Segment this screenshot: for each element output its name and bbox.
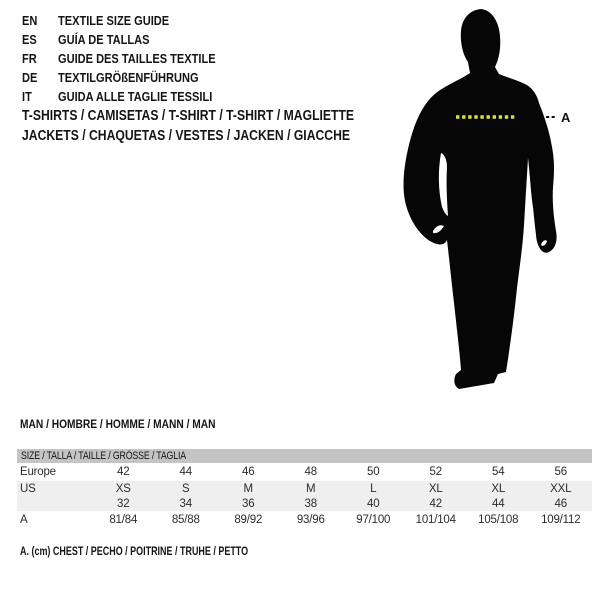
language-label: TEXTILGRÖßENFÜHRUNG [58, 70, 199, 85]
size-cell: 97/100 [356, 514, 391, 526]
footnote-chest: A. (cm) CHEST / PECHO / POITRINE / TRUHE / PETTO [20, 546, 249, 558]
size-cell: M [306, 482, 316, 495]
language-row-fr [22, 49, 243, 68]
size-cell: 46 [554, 497, 567, 510]
language-label: GUIDE DES TAILLES TEXTILE [58, 51, 216, 66]
man-silhouette [395, 5, 575, 405]
language-row-en [22, 11, 243, 30]
language-code: ES [22, 32, 37, 47]
man-silhouette-body [404, 9, 557, 389]
size-cell: S [182, 482, 190, 495]
language-code: FR [22, 51, 37, 66]
row-label: US [20, 482, 36, 495]
size-cell: 85/88 [171, 514, 200, 526]
size-cell: XXL [550, 482, 572, 495]
size-cell: 42 [117, 466, 130, 478]
row-label: A [20, 514, 28, 526]
table-row-us [17, 481, 592, 496]
size-cell: 34 [179, 497, 192, 510]
size-cell: 101/104 [415, 514, 456, 526]
size-cell: 32 [117, 497, 130, 510]
size-cell: 42 [429, 497, 442, 510]
section-title-man: MAN / HOMBRE / HOMME / MANN / MAN [20, 417, 216, 431]
size-cell: 36 [242, 497, 255, 510]
size-table-header: SIZE / TALLA / TAILLE / GRÖSSE / TAGLIA [17, 449, 592, 463]
language-label: GUIDA ALLE TAGLIE TESSILI [58, 89, 213, 104]
size-cell: 89/92 [234, 514, 263, 526]
size-cell: 54 [492, 466, 505, 478]
language-label: TEXTILE SIZE GUIDE [58, 13, 170, 28]
product-types [22, 106, 417, 146]
table-row-numeric [17, 496, 592, 511]
size-cell: 48 [304, 466, 317, 478]
size-cell: M [243, 482, 253, 495]
size-cell: 44 [179, 466, 192, 478]
table-row-europe [17, 463, 592, 481]
size-cell: 44 [492, 497, 505, 510]
size-cell: 40 [367, 497, 380, 510]
language-label: GUÍA DE TALLAS [58, 32, 150, 47]
man-silhouette-figure [395, 5, 575, 405]
product-line-jackets: JACKETS / CHAQUETAS / VESTES / JACKEN / GIACCHE [22, 128, 351, 144]
size-cell: 50 [367, 466, 380, 478]
size-cell: XS [115, 482, 131, 495]
size-cell: 93/96 [296, 514, 325, 526]
size-cell: L [370, 482, 377, 495]
language-row-es [22, 30, 243, 49]
language-code: DE [22, 70, 38, 85]
row-label: Europe [20, 466, 56, 478]
size-cell: 105/108 [478, 514, 519, 526]
size-table [17, 449, 592, 529]
size-cell: 52 [429, 466, 442, 478]
size-cell: 38 [304, 497, 317, 510]
size-cell: XL [428, 482, 443, 495]
table-row-chest-a [17, 511, 592, 529]
language-list [22, 11, 243, 106]
size-cell: 46 [242, 466, 255, 478]
language-row-it [22, 87, 243, 106]
language-code: EN [22, 13, 38, 28]
language-code: IT [22, 89, 32, 104]
size-cell: 56 [554, 466, 567, 478]
size-cell: 81/84 [109, 514, 138, 526]
product-line-tshirts: T-SHIRTS / CAMISETAS / T-SHIRT / T-SHIRT / MAGLIETTE [22, 108, 355, 124]
size-cell: 109/112 [541, 514, 581, 526]
language-row-de [22, 68, 243, 87]
measure-label-a: A [561, 110, 571, 125]
size-cell: XL [491, 482, 506, 495]
